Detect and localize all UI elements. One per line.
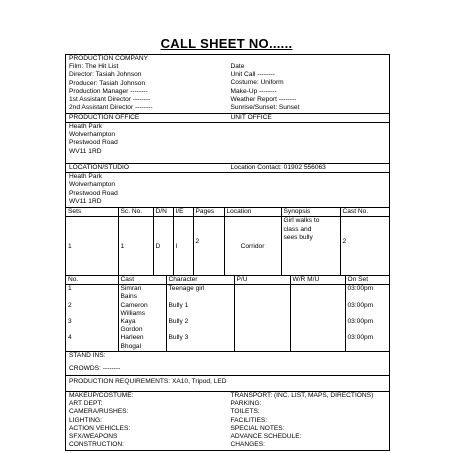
address-line: Prestwood Road <box>69 189 118 197</box>
col-wr-mu: W/R M/U <box>290 276 345 285</box>
makeup-costume-label: MAKEUP/COSTUME: <box>69 391 134 399</box>
cast-row <box>66 318 389 334</box>
synopsis-line: sees bully <box>283 233 313 241</box>
scene-dn: D <box>153 217 173 275</box>
cast-last-name: Gordon <box>120 326 143 334</box>
cast-character: Bully 3 <box>166 334 234 350</box>
cast-no: 2 <box>66 302 118 318</box>
cast-wr-mu <box>290 318 345 334</box>
cast-no: 4 <box>66 334 118 350</box>
cast-first-name: Harleen <box>120 334 144 342</box>
address-line: Heath Park <box>69 122 102 130</box>
cast-name <box>118 285 166 302</box>
call-sheet <box>65 54 390 451</box>
cast-first-name: Cameron <box>120 301 148 309</box>
art-dept-label: ART DEPT: <box>69 400 103 408</box>
scenes-header-row <box>66 208 389 217</box>
cast-pu <box>234 318 290 334</box>
scene-location: Corridor <box>224 217 281 275</box>
address-line: WV11 1RD <box>69 147 102 155</box>
col-pu: P/U <box>234 276 290 285</box>
cast-pu <box>234 334 290 350</box>
camera-rushes-label: CAMERA/RUSHES: <box>69 408 129 416</box>
location-contact: Location Contact: 01902 556063 <box>230 163 326 171</box>
call-sheet-title: CALL SHEET NO...... <box>160 36 293 51</box>
cast-name <box>118 302 166 318</box>
production-company-section <box>66 55 389 114</box>
cast-section <box>66 276 389 352</box>
construction-label: CONSTRUCTION: <box>69 441 124 449</box>
col-character: Character <box>166 276 234 285</box>
offices-section <box>66 114 389 164</box>
changes-label: CHANGES: <box>230 441 265 449</box>
cast-on-set: 03:00pm <box>347 318 374 326</box>
departments-right <box>228 392 390 450</box>
address-line: Wolverhampton <box>69 181 116 189</box>
film-line: Film: The Hit List <box>69 63 119 71</box>
production-manager-line: Production Manager -------- <box>69 87 148 95</box>
cast-wr-mu <box>290 285 345 302</box>
scenes-section <box>66 208 389 276</box>
cast-character: Bully 2 <box>166 318 234 334</box>
col-dn: D/N <box>153 208 173 217</box>
cast-header-row <box>66 276 389 285</box>
cast-character: Teenage girl <box>166 285 234 302</box>
cast-wr-mu <box>290 334 345 350</box>
cast-name <box>118 318 166 334</box>
transport-label: TRANSPORT: (INC. LIST, MAPS, DIRECTIONS) <box>230 391 374 399</box>
col-synopsis: Synopsis <box>281 208 340 217</box>
synopsis-line: class and <box>283 225 312 233</box>
cast-on-set: 03:00pm <box>347 334 374 342</box>
cast-pu <box>234 302 290 318</box>
cast-last-name: Bhogal <box>120 342 142 350</box>
col-location: Location <box>224 208 281 217</box>
synopsis-line: Girl walks to <box>283 217 320 225</box>
production-info-left <box>66 55 228 113</box>
requirements-section <box>66 376 389 392</box>
scene-cast-no: 2 <box>342 238 347 246</box>
cast-pu <box>234 285 290 302</box>
costume-line: Costume: Uniform <box>230 79 284 87</box>
sfx-weapons-label: SFX/WEAPONS <box>69 433 118 441</box>
col-on-set: On Set <box>345 276 389 285</box>
sunrise-sunset-line: Sunrise/Sunset: Sunset <box>230 104 300 112</box>
address-line: Wolverhampton <box>69 131 116 139</box>
action-vehicles-label: ACTION VEHICLES: <box>69 424 131 432</box>
cast-name <box>118 334 166 350</box>
col-sc-no: Sc. No. <box>118 208 153 217</box>
col-cast: Cast <box>118 276 166 285</box>
col-cast-no: Cast No. <box>340 208 389 217</box>
production-info-right <box>228 55 390 113</box>
first-ad-line: 1st Assistant Director -------- <box>69 96 151 104</box>
cast-no: 1 <box>66 285 118 302</box>
cast-no: 3 <box>66 318 118 334</box>
cast-row <box>66 285 389 302</box>
scene-synopsis <box>281 217 340 275</box>
production-requirements: PRODUCTION REQUIREMENTS: XA10, Tripod, LED <box>69 377 227 385</box>
office-address <box>66 123 389 163</box>
production-company-label: PRODUCTION COMPANY <box>69 55 149 62</box>
toilets-label: TOILETS: <box>230 408 260 416</box>
parking-label: PARKING: <box>230 400 262 408</box>
address-line: Prestwood Road <box>69 139 118 147</box>
cast-character: Bully 1 <box>166 302 234 318</box>
scenes-table <box>66 208 389 275</box>
cast-first-name: Kaya <box>120 318 136 326</box>
location-studio-label: LOCATION/STUDIO <box>69 163 129 171</box>
producer-line: Producer: Tasiah Johnson <box>69 79 146 87</box>
director-line: Director: Tasiah Johnson <box>69 71 142 79</box>
weather-line: Weather Report -------- <box>230 95 297 103</box>
special-notes-label: SPECIAL NOTES: <box>230 424 285 432</box>
makeup-line: Make-Up -------- <box>230 87 277 95</box>
scene-ie: I <box>173 217 193 275</box>
location-address <box>66 173 389 207</box>
lighting-label: LIGHTING: <box>69 416 102 424</box>
stand-ins-label: STAND INS: <box>69 351 106 359</box>
departments-section <box>66 392 389 450</box>
cast-last-name: Bains <box>120 293 137 301</box>
second-ad-line: 2nd Assistant Director -------- <box>69 104 153 112</box>
scene-sc-no: 1 <box>118 217 153 275</box>
address-line: WV11 1RD <box>69 197 102 205</box>
col-sets: Sets <box>66 208 118 217</box>
unit-call-line: Unit Call -------- <box>230 71 275 79</box>
col-ie: I/E <box>173 208 193 217</box>
cast-on-set: 03:00pm <box>347 301 374 309</box>
scene-pages: 2 <box>193 217 224 275</box>
cast-first-name: Simran <box>120 285 142 293</box>
scene-sets: 1 <box>66 217 118 275</box>
cast-row <box>66 302 389 318</box>
scene-row <box>66 217 389 275</box>
col-no: No. <box>66 276 118 285</box>
date-line: Date <box>230 63 245 70</box>
production-office-label: PRODUCTION OFFICE <box>69 113 140 121</box>
cast-table <box>66 276 389 351</box>
address-line: Heath Park <box>69 173 102 181</box>
cast-row <box>66 334 389 350</box>
crowds-label: CROWDS: -------- <box>69 365 121 373</box>
unit-office-label: UNIT OFFICE <box>230 113 272 121</box>
cast-last-name: Williams <box>120 309 146 317</box>
location-section <box>66 164 389 208</box>
facilities-label: FACILITIES: <box>230 416 268 424</box>
stand-ins-section <box>66 352 389 376</box>
cast-wr-mu <box>290 302 345 318</box>
advance-schedule-label: ADVANCE SCHEDULE: <box>230 433 302 441</box>
departments-left <box>66 392 228 450</box>
cast-on-set: 03:00pm <box>347 285 374 293</box>
col-pages: Pages <box>193 208 224 217</box>
